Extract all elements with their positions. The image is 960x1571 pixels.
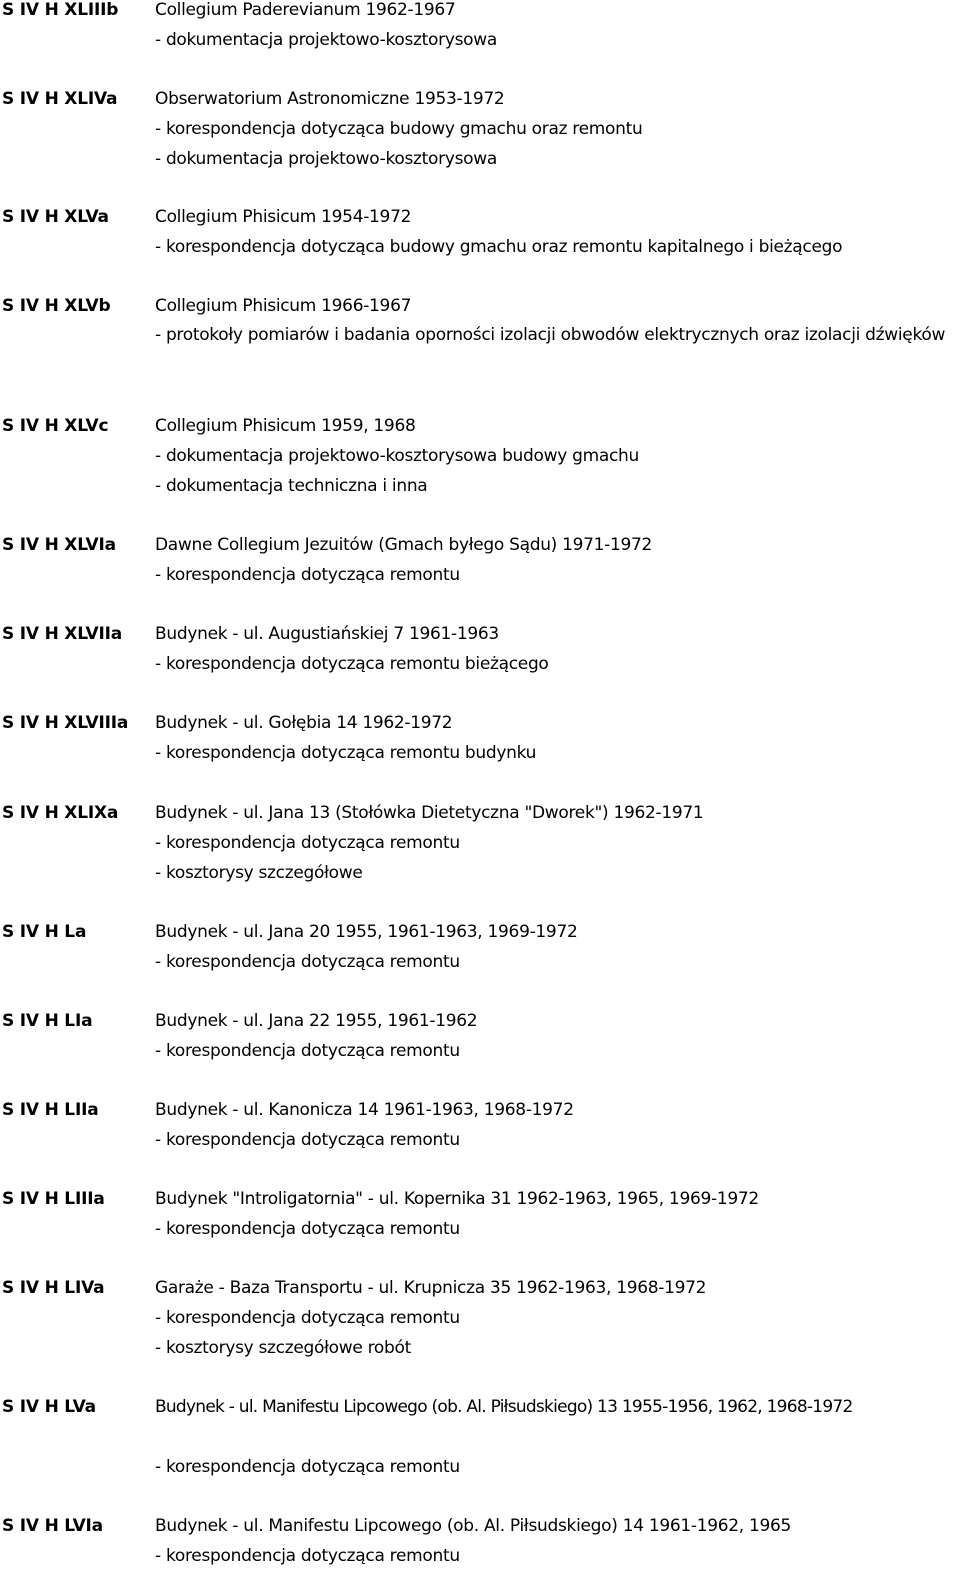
entry-line: - korespondencja dotycząca remontu (155, 1130, 460, 1150)
entry-line: - korespondencja dotycząca remontu (155, 1308, 460, 1328)
entry-line: - korespondencja dotycząca remontu budynku (155, 743, 537, 763)
entry-title: Budynek - ul. Manifestu Lipcowego (ob. Al. Piłsudskiego) 14 1961-1962, 1965 (155, 1516, 792, 1536)
entry-line: - dokumentacja projektowo-kosztorysowa (155, 149, 497, 169)
entry-signature: S IV H LIVa (2, 1278, 105, 1298)
entry-title: Budynek - ul. Manifestu Lipcowego (ob. Al. Piłsudskiego) 13 1955-1956, 1962, 1968-1972 (155, 1397, 853, 1417)
entry-signature: S IV H LVIa (2, 1516, 103, 1536)
entry-signature: S IV H LIa (2, 1011, 93, 1031)
entry-title: Collegium Phisicum 1959, 1968 (155, 416, 416, 436)
entry-line: - korespondencja dotycząca remontu (155, 1457, 460, 1477)
entry-line: - korespondencja dotycząca remontu (155, 833, 460, 853)
entry-line: - kosztorysy szczegółowe robót (155, 1338, 411, 1358)
entry-signature: S IV H XLIIIb (2, 0, 119, 20)
entry-body (155, 1392, 960, 1482)
entry-body (155, 291, 960, 349)
entry-body (155, 411, 960, 501)
entry-line: - dokumentacja projektowo-kosztorysowa (155, 30, 497, 50)
entry-line: - korespondencja dotycząca remontu (155, 565, 460, 585)
entry-title: Collegium Phisicum 1954-1972 (155, 207, 412, 227)
entry-signature: S IV H LVa (2, 1397, 96, 1417)
entry-signature: S IV H LIIa (2, 1100, 99, 1120)
entry-signature: S IV H XLVb (2, 296, 111, 316)
entry-line: - korespondencja dotycząca remontu (155, 952, 460, 972)
entry-body (155, 0, 960, 55)
entry-body (155, 798, 960, 888)
entry-signature: S IV H LIIIa (2, 1189, 105, 1209)
entry-line: - korespondencja dotycząca remontu (155, 1219, 460, 1239)
entry-signature: S IV H XLIXa (2, 803, 119, 823)
entry-title: Collegium Paderevianum 1962-1967 (155, 0, 456, 20)
entry-body (155, 917, 960, 977)
entry-title: Garaże - Baza Transportu - ul. Krupnicza 35 1962-1963, 1968-1972 (155, 1278, 707, 1298)
entry-signature: S IV H XLVIIIa (2, 713, 129, 733)
entry-line: - dokumentacja techniczna i inna (155, 476, 428, 496)
entry-line: - kosztorysy szczegółowe (155, 863, 363, 883)
entry-title: Dawne Collegium Jezuitów (Gmach byłego Sądu) 1971-1972 (155, 535, 653, 555)
entry-line: - korespondencja dotycząca budowy gmachu oraz remontu (155, 119, 643, 139)
entry-line: - korespondencja dotycząca remontu (155, 1041, 460, 1061)
entry-body (155, 530, 960, 590)
entry-title: Budynek - ul. Gołębia 14 1962-1972 (155, 713, 453, 733)
entry-title: Budynek "Introligatornia" - ul. Kopernika 31 1962-1963, 1965, 1969-1972 (155, 1189, 759, 1209)
entry-title: Budynek - ul. Kanonicza 14 1961-1963, 1968-1972 (155, 1100, 574, 1120)
entry-signature: S IV H XLVIa (2, 535, 116, 555)
entry-line: - korespondencja dotycząca remontu bieżącego (155, 654, 549, 674)
entry-body (155, 1273, 960, 1363)
entry-body (155, 202, 960, 262)
entry-title: Budynek - ul. Jana 13 (Stołówka Dietetyczna "Dworek") 1962-1971 (155, 803, 704, 823)
entry-title: Collegium Phisicum 1966-1967 (155, 296, 412, 316)
entry-body (155, 1095, 960, 1155)
entry-line: - korespondencja dotycząca budowy gmachu oraz remontu kapitalnego i bieżącego (155, 237, 843, 257)
entry-signature: S IV H XLIVa (2, 89, 118, 109)
entry-body (155, 708, 960, 768)
entry-line: - dokumentacja projektowo-kosztorysowa budowy gmachu (155, 446, 639, 466)
entry-line: - korespondencja dotycząca remontu (155, 1546, 460, 1566)
entry-body (155, 1511, 960, 1571)
entry-signature: S IV H XLVa (2, 207, 109, 227)
entry-line: - protokoły pomiarów i badania oporności izolacji obwodów elektrycznych oraz izolacji dźwięków (155, 325, 946, 345)
entry-title: Budynek - ul. Jana 20 1955, 1961-1963, 1969-1972 (155, 922, 578, 942)
entry-signature: S IV H XLVc (2, 416, 109, 436)
entry-title: Budynek - ul. Jana 22 1955, 1961-1962 (155, 1011, 478, 1031)
entry-body (155, 1006, 960, 1066)
entry-title: Budynek - ul. Augustiańskiej 7 1961-1963 (155, 624, 499, 644)
entry-body (155, 1184, 960, 1244)
entry-signature: S IV H XLVIIa (2, 624, 122, 644)
entry-body (155, 84, 960, 174)
entry-signature: S IV H La (2, 922, 87, 942)
entry-title: Obserwatorium Astronomiczne 1953-1972 (155, 89, 505, 109)
entry-body (155, 619, 960, 679)
